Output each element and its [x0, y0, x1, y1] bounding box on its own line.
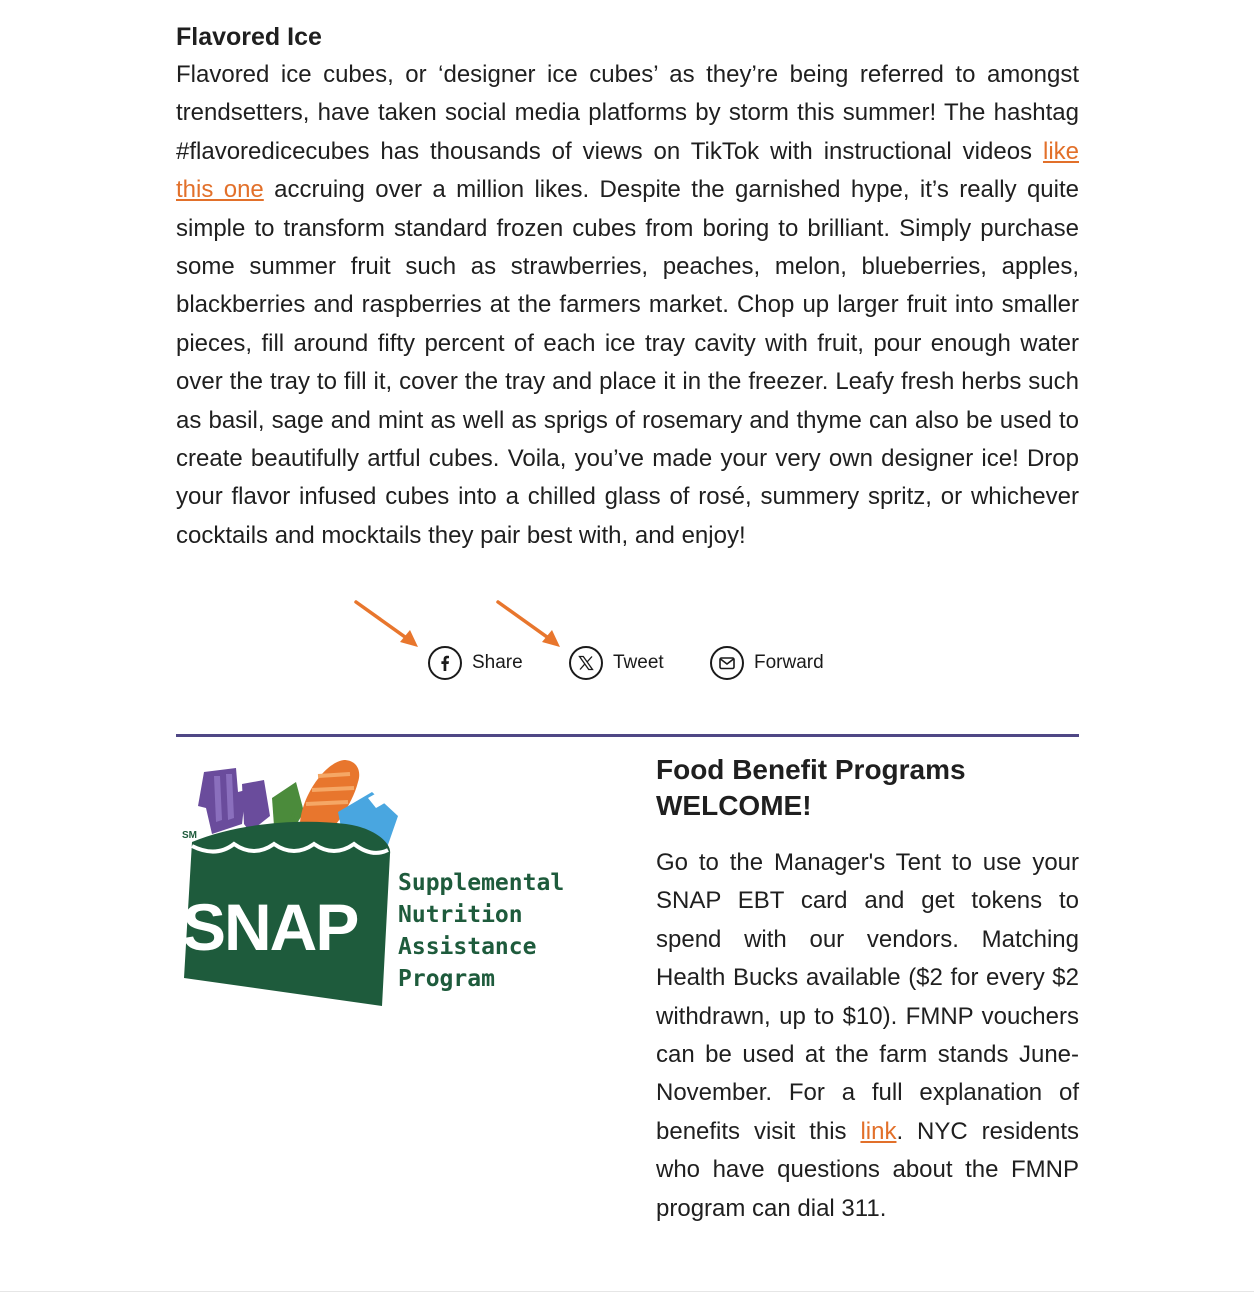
- food-benefit-title: [656, 752, 1079, 824]
- snap-line-supplemental: Supplemental: [398, 870, 565, 896]
- food-benefit-body: [656, 844, 1079, 1228]
- article-flavored-ice: [176, 18, 1079, 555]
- food-benefit-title-line1: Food Benefit Programs: [656, 754, 966, 785]
- facebook-share-label: Share: [472, 652, 523, 673]
- article-title: Flavored Ice: [176, 23, 322, 51]
- tiktok-video-link[interactable]: like this one: [176, 137, 1079, 204]
- food-benefit-body-text-2: . NYC residents who have questions about the FMNP program can dial 311.: [656, 1117, 1079, 1222]
- x-tweet-label: Tweet: [613, 652, 664, 673]
- food-benefit-title-line2: WELCOME!: [656, 790, 812, 821]
- article-body-text-2: accruing over a million likes. Despite the garnished hype, it’s really quite simple to transform standard frozen cubes from boring to brilliant. Simply purchase some summer fruit such as strawberries, peaches, melon, blueberries, apples, blackberries and raspberries at the farmers market. Chop up larger fruit into smaller pieces, fill around fifty percent of each ice tray cavity with fruit, pour enough water over the tray to fill it, cover the tray and place it in the freezer. Leafy fresh herbs such as basil, sage and mint as well as sprigs of rosemary and thyme can also be used to create beautifully artful cubes. Voila, you’ve made your very own designer ice! Drop your flavor infused cubes into a chilled glass of rosé, summery spritz, or whichever cocktails and mocktails they pair best with, and enjoy!: [176, 176, 1079, 549]
- snap-line-program: Program: [398, 966, 495, 992]
- mail-icon: [710, 646, 744, 680]
- facebook-share-button[interactable]: [428, 644, 523, 682]
- article-body: [176, 56, 1079, 555]
- annotation-arrow-share: [352, 598, 422, 650]
- annotation-arrow-tweet: [494, 598, 564, 650]
- forward-email-button[interactable]: [710, 644, 824, 682]
- section-divider: [176, 734, 1079, 737]
- x-icon: [569, 646, 603, 680]
- snap-wordmark: SNAP: [182, 890, 358, 964]
- forward-email-label: Forward: [754, 652, 824, 673]
- x-tweet-button[interactable]: [569, 644, 664, 682]
- benefits-explanation-link[interactable]: link: [860, 1117, 897, 1145]
- food-benefit-section: [656, 752, 1079, 1228]
- snap-line-assistance: Assistance: [398, 934, 537, 960]
- snap-sm-mark: SM: [182, 830, 197, 841]
- bottom-divider: [0, 1291, 1254, 1292]
- food-benefit-body-text-1: Go to the Manager's Tent to use your SNAP EBT card and get tokens to spend with our vendors. Matching Health Bucks available ($2 for every $2 withdrawn, up to $10). FMNP vouchers can be used at the farm stands June-November. For a full explanation of benefits visit this: [656, 849, 1079, 1145]
- snap-logo-image: [176, 754, 598, 1016]
- snap-line-nutrition: Nutrition: [398, 902, 523, 928]
- article-body-text-1: Flavored ice cubes, or ‘designer ice cubes’ as they’re being referred to amongst trendsetters, have taken social media platforms by storm this summer! The hashtag #flavoredicecubes has thousands of views on TikTok with instructional videos: [176, 61, 1079, 165]
- facebook-icon: [428, 646, 462, 680]
